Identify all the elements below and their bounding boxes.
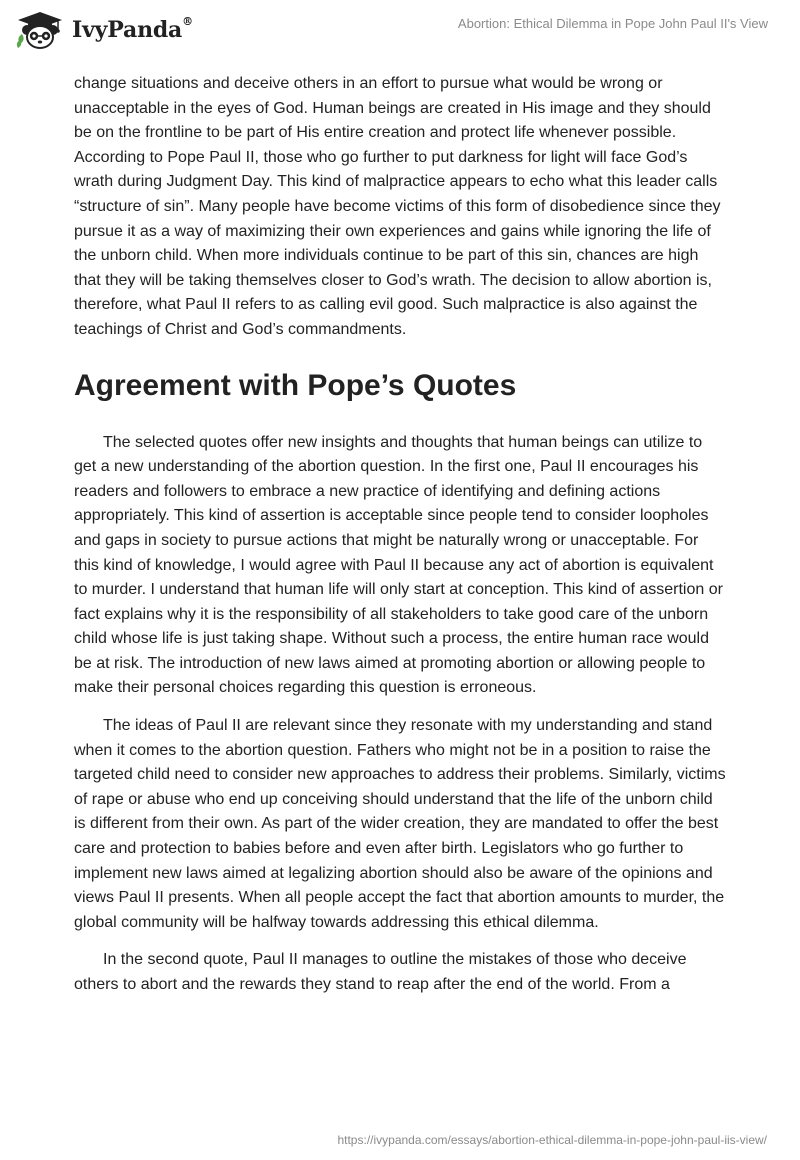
- section-heading: Agreement with Pope’s Quotes: [74, 368, 517, 402]
- ivypanda-logo[interactable]: [14, 10, 193, 50]
- registered-mark: ®: [182, 15, 193, 28]
- paragraph-agreement-1: The selected quotes offer new insights and thoughts that human beings can utilize to get a new understanding of the abortion question. In the first one, Paul II encourages his readers and followers to embrace a new practice of identifying and defining actions appropriately. This kind of assertion is acceptable since people tend to consider loopholes and gaps in society to pursue actions that might be naturally wrong or unacceptable. For this kind of knowledge, I would agree with Paul II because any act of abortion is equivalent to murder. I understand that human life will only start at conception. This kind of assertion or fact explains why it is the responsibility of all stakeholders to take good care of the unborn child whose life is just taking shape. Without such a process, the entire human race would be at risk. The introduction of new laws aimed at promoting abortion or allowing people to make their personal choices regarding this question is erroneous.: [74, 433, 723, 697]
- document-title: Abortion: Ethical Dilemma in Pope John Paul II's View: [457, 16, 768, 31]
- essay-body: [74, 72, 726, 1011]
- paragraph-continued: change situations and deceive others in an effort to pursue what would be wrong or unacceptable in the eyes of God. Human beings are created in His image and they should be on the frontline to be part of His entire creation and protect life whenever possible. According to Pope Paul II, those who go further to put darkness for light will face God’s wrath during Judgment Day. This kind of malpractice appears to echo what this leader calls “structure of sin”. Many people have become victims of this form of disobedience since they pursue it as a way of maximizing their own experiences and gains while ignoring the life of the unborn child. When more individuals continue to be part of this sin, chances are high that they will be taking themselves closer to God’s wrath. The decision to allow abortion is, therefore, what Paul II refers to as calling evil good. Such malpractice is also against the teachings of Christ and God’s commandments.: [74, 75, 721, 338]
- brand-name: IvyPanda®: [72, 15, 193, 43]
- source-url[interactable]: https://ivypanda.com/essays/abortion-ethical-dilemma-in-pope-john-paul-iis-view/: [337, 1133, 767, 1147]
- panda-graduate-icon: [14, 10, 66, 50]
- paragraph-second-quote: In the second quote, Paul II manages to outline the mistakes of those who deceive others to abort and the rewards they stand to reap after the end of the world. From a: [74, 951, 687, 993]
- paragraph-agreement-2: The ideas of Paul II are relevant since they resonate with my understanding and stand when it comes to the abortion question. Fathers who might not be in a position to raise the targeted child need to consider new approaches to address their problems. Similarly, victims of rape or abuse who end up conceiving should understand that the life of the unborn child is different from their own. As part of the wider creation, they are mandated to offer the best care and protection to babies before and even after birth. Legislators who go further to implement new laws aimed at legalizing abortion should also be aware of the opinions and views Paul II presents. When all people accept the fact that abortion amounts to murder, the global community will be halfway towards addressing this ethical dilemma.: [74, 717, 726, 931]
- page-header: [0, 0, 800, 64]
